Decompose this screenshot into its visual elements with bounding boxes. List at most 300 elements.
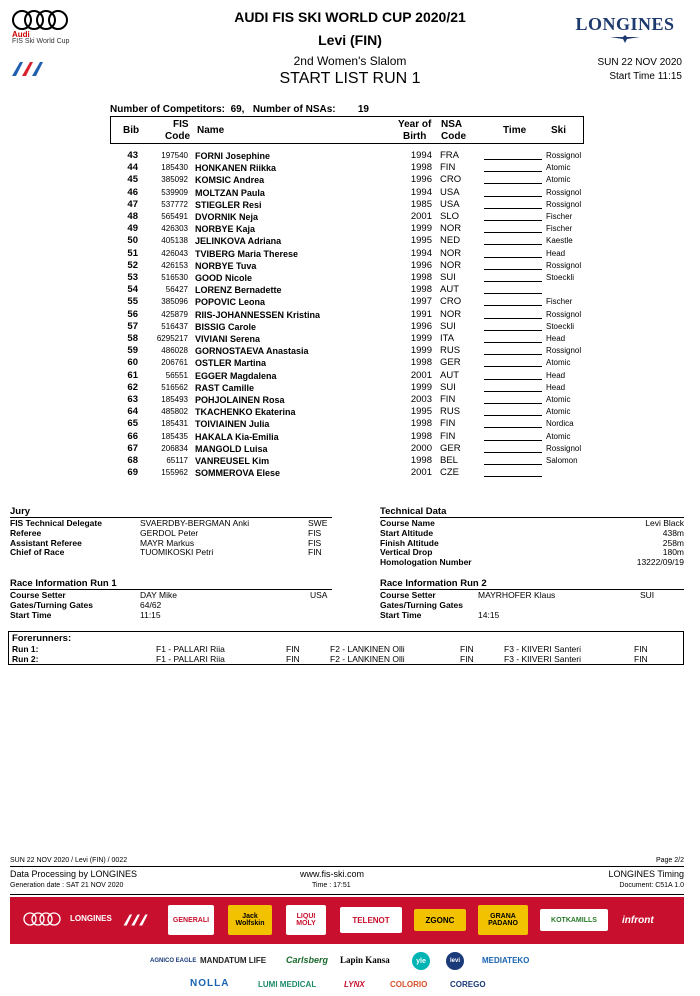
time-blank (484, 431, 542, 441)
nsa-code: CRO (440, 296, 462, 308)
fis-code: 516437 (161, 321, 188, 331)
jury-role: Chief of Race (10, 547, 65, 558)
sponsor-lynx: LYNX (344, 980, 365, 989)
forerunner-f3: F3 - KIIVERI Santeri (504, 644, 581, 654)
nsa-code: ITA (440, 333, 455, 344)
technical-title: Technical Data (380, 506, 447, 517)
bib-number: 52 (127, 259, 138, 271)
time-blank (484, 455, 542, 465)
jury-role: Referee (10, 527, 42, 538)
banner-generali: GENERALI (168, 905, 214, 935)
run1-title: Race Information Run 1 (10, 578, 117, 589)
nsa-code: NOR (440, 247, 462, 259)
nsas-value: 19 (357, 104, 369, 115)
jury-nation: SWE (308, 518, 328, 528)
bib-number: 60 (127, 357, 138, 369)
ski-brand: Atomic (546, 163, 571, 173)
fis-code: 425879 (161, 309, 188, 319)
birth-year: 2001 (410, 211, 432, 222)
run2-value: 14:15 (478, 609, 500, 620)
run2-value: MAYRHOFER Klaus (478, 590, 556, 600)
col-fis-code: Code (165, 131, 190, 142)
forerunners-title: Forerunners: (12, 633, 72, 644)
fis-code: 426153 (161, 260, 188, 270)
forerunner-run-label: Run 1: (12, 644, 39, 654)
bib-number: 44 (127, 162, 138, 174)
competitors-label: Number of Competitors: (110, 104, 225, 115)
birth-year: 1999 (410, 333, 432, 344)
fis-code: 65117 (166, 456, 188, 465)
forerunner-f1: F1 - PALLARI Riia (156, 644, 225, 654)
fis-code: 155962 (161, 468, 188, 478)
bib-number: 68 (127, 455, 138, 466)
time-blank (484, 284, 542, 294)
table-row (0, 150, 700, 162)
race-name: 2nd Women's Slalom (293, 54, 407, 68)
fis-code: 539909 (161, 187, 188, 197)
ski-brand: Atomic (546, 407, 571, 417)
time-blank (484, 321, 542, 331)
fis-code: 197540 (161, 151, 188, 160)
col-nsa: NSA (441, 119, 463, 130)
table-row (0, 345, 700, 357)
banner-jack-wolfskin: Jack Wolfskin (228, 905, 272, 935)
table-row (0, 370, 700, 382)
sponsor-agnico-eagle: AGNICO EAGLE (150, 958, 197, 964)
competitor-counts (110, 104, 369, 115)
birth-year: 1996 (410, 259, 432, 271)
nsa-code: NOR (440, 259, 462, 271)
time-blank (484, 235, 542, 245)
col-fis: FIS (173, 119, 189, 130)
birth-year: 1994 (410, 247, 432, 259)
bib-number: 58 (127, 333, 138, 344)
technical-label: Start Altitude (380, 527, 434, 538)
fis-code: 185493 (161, 395, 188, 404)
ski-brand: Nordica (546, 419, 574, 429)
bib-number: 45 (127, 174, 138, 186)
ski-brand: Rossignol (546, 309, 582, 319)
time-blank (484, 443, 542, 453)
athlete-name: OSTLER Martina (195, 358, 267, 369)
table-row (0, 162, 700, 174)
athlete-name: JELINKOVA Adriana (195, 236, 282, 247)
athlete-name: POPOVIC Leona (195, 297, 266, 308)
banner-telenot: TELENOT (340, 907, 402, 933)
table-row (0, 223, 700, 235)
col-ski: Ski (551, 125, 567, 136)
sponsor-mandatum-life: MANDATUM LIFE (200, 956, 267, 965)
nsa-code: SUI (440, 320, 456, 332)
run1-label: Gates/Turning Gates (10, 599, 93, 610)
bib-number: 53 (127, 272, 138, 283)
bib-number: 62 (127, 381, 138, 393)
event-title: AUDI FIS SKI WORLD CUP 2020/21 (234, 9, 466, 25)
nsa-code: SUI (440, 272, 456, 283)
audi-rings-logo (10, 8, 70, 32)
jury-role: FIS Technical Delegate (10, 518, 102, 528)
footer-website: www.fis-ski.com (300, 869, 365, 879)
nsa-code: SLO (440, 211, 460, 222)
table-row (0, 296, 700, 308)
forerunner-f3-nation: FIN (634, 653, 648, 664)
banner-zgonc: ZGONC (414, 909, 466, 931)
footer-data-processing: Data Processing by LONGINES (10, 869, 138, 879)
athlete-name: MOLTZAN Paula (195, 187, 265, 198)
nsa-code: FRA (440, 150, 459, 161)
athlete-name: BISSIG Carole (195, 321, 257, 332)
ski-brand: Rossignol (546, 151, 582, 160)
time-blank (484, 162, 542, 172)
start-list-header (110, 116, 584, 144)
time-blank (484, 223, 542, 233)
table-row (0, 357, 700, 369)
table-row (0, 272, 700, 284)
bib-number: 56 (127, 308, 138, 320)
fis-logo (10, 58, 46, 80)
col-time: Time (503, 125, 527, 136)
banner-infront: infront (622, 915, 654, 926)
table-row (0, 406, 700, 418)
nsa-code: BEL (440, 455, 458, 466)
technical-value: 258m (662, 537, 684, 548)
sponsor-corego: COREGO (450, 980, 486, 989)
nsa-code: CZE (440, 467, 459, 479)
bib-number: 61 (127, 369, 138, 381)
table-row (0, 431, 700, 443)
technical-value: 438m (662, 527, 684, 538)
table-row (0, 309, 700, 321)
time-blank (484, 248, 542, 258)
technical-value: Levi Black (645, 518, 684, 528)
ski-brand: Fischer (546, 212, 573, 221)
fis-code: 385096 (161, 297, 188, 307)
birth-year: 1994 (410, 150, 432, 161)
col-year-of: Year of (398, 119, 432, 130)
athlete-name: RIIS-JOHANNESSEN Kristina (195, 309, 321, 320)
run1-value: 11:15 (140, 609, 161, 620)
fis-code: 426303 (161, 224, 188, 234)
ski-brand: Head (546, 370, 566, 380)
birth-year: 1997 (410, 296, 432, 308)
fis-code: 537772 (161, 199, 188, 209)
col-name: Name (197, 125, 225, 136)
sponsor-yle: yle (412, 952, 430, 970)
nsa-code: RUS (440, 345, 461, 357)
audi-subtitle: FIS Ski World Cup (12, 38, 70, 45)
athlete-name: NORBYE Kaja (195, 224, 256, 235)
nsa-code: AUT (440, 284, 459, 296)
birth-year: 1998 (410, 357, 432, 369)
bib-number: 50 (127, 235, 138, 247)
footer-doc-ref: SUN 22 NOV 2020 / Levi (FIN) / 0022 (10, 857, 128, 864)
run2-label: Gates/Turning Gates (380, 599, 463, 610)
bib-number: 67 (127, 442, 138, 454)
athlete-name: FORNI Josephine (195, 151, 271, 161)
bib-number: 46 (127, 186, 138, 198)
ski-brand: Rossignol (546, 199, 582, 209)
banner-longines: LONGINES (70, 914, 112, 923)
ski-brand: Salomon (546, 456, 578, 465)
ski-brand: Head (546, 248, 566, 258)
banner-fis-logo (122, 911, 150, 929)
competitors-value: 69, (230, 104, 245, 115)
birth-year: 1999 (410, 381, 432, 393)
jury-name: TUOMIKOSKI Petri (140, 547, 214, 558)
nsa-code: GER (440, 357, 461, 369)
ski-brand: Fischer (546, 224, 573, 234)
bib-number: 51 (127, 247, 138, 259)
run2-label: Course Setter (380, 590, 436, 600)
nsa-code: NOR (440, 308, 462, 320)
technical-label: Finish Altitude (380, 537, 439, 548)
race-start-time: Start Time 11:15 (609, 71, 682, 82)
ski-brand: Head (546, 382, 566, 392)
fis-code: 486028 (161, 346, 188, 356)
jury-name: SVAERDBY-BERGMAN Anki (140, 518, 250, 528)
fis-code: 565491 (161, 212, 188, 221)
nsa-code: AUT (440, 369, 459, 381)
birth-year: 1999 (410, 345, 432, 357)
jury-title: Jury (10, 506, 31, 517)
longines-wing-icon (610, 34, 640, 44)
bib-number: 43 (127, 150, 138, 161)
forerunner-f2-nation: FIN (460, 644, 474, 654)
banner-grana-padano: GRANA PADANO (478, 905, 528, 935)
birth-year: 1995 (410, 406, 432, 418)
jury-nation: FIN (308, 547, 322, 558)
forerunner-f2: F2 - LANKINEN Olli (330, 644, 405, 654)
technical-label: Homologation Number (380, 557, 472, 568)
sponsor-levi: levi (446, 952, 464, 970)
birth-year: 1998 (410, 162, 432, 174)
birth-year: 1991 (410, 308, 432, 320)
nsas-label: Number of NSAs: (252, 104, 336, 115)
athlete-name: VIVIANI Serena (195, 334, 261, 344)
technical-value: 180m (662, 547, 684, 558)
time-blank (484, 260, 542, 270)
ski-brand: Atomic (546, 358, 571, 368)
athlete-name: RAST Camille (195, 382, 255, 393)
col-birth: Birth (403, 131, 427, 142)
bib-number: 54 (127, 284, 138, 296)
table-row (0, 248, 700, 260)
bib-number: 55 (127, 296, 138, 308)
birth-year: 1998 (410, 455, 432, 466)
table-row (0, 187, 700, 199)
time-blank (484, 309, 542, 319)
ski-brand: Rossignol (546, 187, 582, 197)
forerunner-f3-nation: FIN (634, 644, 648, 654)
table-row (0, 284, 700, 296)
table-row (0, 382, 700, 394)
table-row (0, 443, 700, 455)
time-blank (484, 394, 542, 404)
technical-value: 13222/09/19 (636, 557, 684, 568)
athlete-name: TKACHENKO Ekaterina (195, 407, 296, 418)
nsa-code: USA (440, 198, 460, 210)
audi-wordmark: Audi (12, 30, 30, 39)
jury-name: GERDOL Peter (140, 527, 199, 538)
athlete-name: TOIVIAINEN Julia (195, 419, 270, 430)
fis-code: 405138 (161, 236, 188, 246)
ski-brand: Atomic (546, 431, 571, 441)
bib-number: 63 (127, 394, 138, 405)
athlete-name: DVORNIK Neja (195, 212, 259, 222)
fis-code: 185430 (161, 163, 188, 173)
bib-number: 59 (127, 345, 138, 357)
ski-brand: Atomic (546, 395, 571, 404)
sponsor-carlsberg: Carlsberg (286, 955, 329, 965)
table-row (0, 211, 700, 223)
nsa-code: NED (440, 235, 461, 247)
footer-page: Page 2/2 (655, 857, 684, 864)
birth-year: 2001 (410, 369, 432, 381)
run1-value: DAY Mike (140, 590, 178, 600)
birth-year: 2000 (410, 442, 432, 454)
run2-title: Race Information Run 2 (380, 578, 487, 589)
banner-audi-rings-logo (22, 911, 62, 927)
sponsor-lumi-medical: LUMI MEDICAL (258, 980, 317, 989)
athlete-name: POHJOLAINEN Rosa (195, 395, 285, 405)
time-blank (484, 296, 542, 306)
time-blank (484, 382, 542, 392)
race-date: SUN 22 NOV 2020 (597, 57, 682, 68)
footer-time: Time : 17:51 (312, 882, 351, 889)
forerunner-f2: F2 - LANKINEN Olli (330, 653, 405, 664)
fis-code: 56427 (165, 285, 188, 295)
athlete-name: TVIBERG Maria Therese (195, 248, 299, 259)
athlete-name: LORENZ Bernadette (195, 285, 282, 296)
footer-generation-date: Generation date : SAT 21 NOV 2020 (10, 882, 124, 889)
time-blank (484, 211, 542, 221)
sponsor-nolla: NOLLA (190, 978, 230, 989)
bib-number: 49 (127, 223, 138, 235)
banner-liqui-moly: LIQUI MOLY (286, 905, 326, 935)
birth-year: 1998 (410, 430, 432, 442)
fis-code: 426043 (161, 248, 188, 258)
time-blank (484, 333, 542, 343)
time-blank (484, 370, 542, 380)
forerunner-run-label: Run 2: (12, 653, 39, 664)
fis-code: 385092 (161, 175, 188, 185)
ski-brand: Kaestle (546, 236, 573, 246)
time-blank (484, 357, 542, 367)
ski-brand: Stoeckli (546, 321, 575, 331)
athlete-name: NORBYE Tuva (195, 260, 257, 271)
fis-code: 206834 (161, 443, 188, 453)
time-blank (484, 174, 542, 184)
sponsor-lapin-kansa: Lapin Kansa (340, 955, 390, 965)
nsa-code: FIN (440, 418, 456, 430)
birth-year: 2003 (410, 394, 432, 405)
longines-logo: LONGINES (575, 14, 675, 34)
athlete-name: STIEGLER Resi (195, 199, 262, 210)
bib-number: 57 (127, 320, 138, 332)
ski-brand: Head (546, 334, 566, 343)
col-bib: Bib (123, 125, 140, 136)
fis-code: 185435 (161, 431, 188, 441)
run1-value: 64/62 (140, 599, 162, 610)
bib-number: 69 (127, 467, 138, 479)
footer-timing: LONGINES Timing (608, 869, 684, 879)
athlete-name: MANGOLD Luisa (195, 443, 268, 454)
table-row (0, 321, 700, 333)
event-location: Levi (FIN) (318, 32, 382, 48)
time-blank (484, 150, 542, 160)
birth-year: 1998 (410, 272, 432, 283)
run1-nation: USA (310, 590, 328, 600)
jury-name: MAYR Markus (140, 537, 195, 548)
athlete-name: HONKANEN Riikka (195, 163, 277, 174)
ski-brand: Rossignol (546, 260, 582, 270)
table-row (0, 174, 700, 186)
technical-label: Course Name (380, 518, 435, 528)
birth-year: 1998 (410, 418, 432, 430)
nsa-code: USA (440, 186, 460, 198)
fis-code: 206761 (161, 358, 188, 368)
fis-code: 516562 (161, 382, 188, 392)
table-row (0, 455, 700, 467)
table-row (0, 467, 700, 479)
athlete-name: VANREUSEL Kim (195, 456, 270, 466)
athlete-name: GOOD Nicole (195, 273, 253, 283)
bib-number: 64 (127, 406, 138, 418)
birth-year: 1999 (410, 223, 432, 235)
run2-nation: SUI (640, 590, 655, 600)
nsa-code: FIN (440, 394, 456, 405)
birth-year: 1994 (410, 186, 432, 198)
bib-number: 48 (127, 211, 138, 222)
sponsor-mediateko: MEDIATEKO (482, 956, 530, 965)
forerunner-f1-nation: FIN (286, 644, 300, 654)
footer-divider-top (10, 866, 684, 867)
birth-year: 1995 (410, 235, 432, 247)
fis-code: 56551 (165, 370, 188, 380)
bib-number: 65 (127, 418, 138, 430)
table-row (0, 333, 700, 345)
birth-year: 1998 (410, 284, 432, 296)
ski-brand: Fischer (546, 297, 573, 307)
table-row (0, 199, 700, 211)
athlete-name: GORNOSTAEVA Anastasia (195, 346, 309, 357)
col-nsa-code: Code (441, 131, 466, 142)
table-row (0, 235, 700, 247)
birth-year: 1996 (410, 320, 432, 332)
time-blank (484, 272, 542, 282)
birth-year: 1985 (410, 198, 432, 210)
time-blank (484, 467, 542, 477)
ski-brand: Rossignol (546, 346, 582, 356)
athlete-name: SOMMEROVA Elese (195, 468, 281, 479)
time-blank (484, 406, 542, 416)
nsa-code: SUI (440, 381, 456, 393)
time-blank (484, 345, 542, 355)
athlete-name: KOMSIC Andrea (195, 175, 265, 186)
fis-code: 516530 (161, 273, 188, 282)
ski-brand: Atomic (546, 175, 571, 185)
table-row (0, 418, 700, 430)
run1-label: Course Setter (10, 590, 66, 600)
forerunner-f2-nation: FIN (460, 653, 474, 664)
time-blank (484, 199, 542, 209)
footer-document: Document: C51A 1.0 (619, 882, 684, 889)
nsa-code: CRO (440, 174, 462, 186)
jury-nation: FIS (308, 527, 322, 538)
nsa-code: FIN (440, 162, 456, 174)
run2-label: Start Time (380, 609, 422, 620)
ski-brand: Stoeckli (546, 273, 575, 282)
